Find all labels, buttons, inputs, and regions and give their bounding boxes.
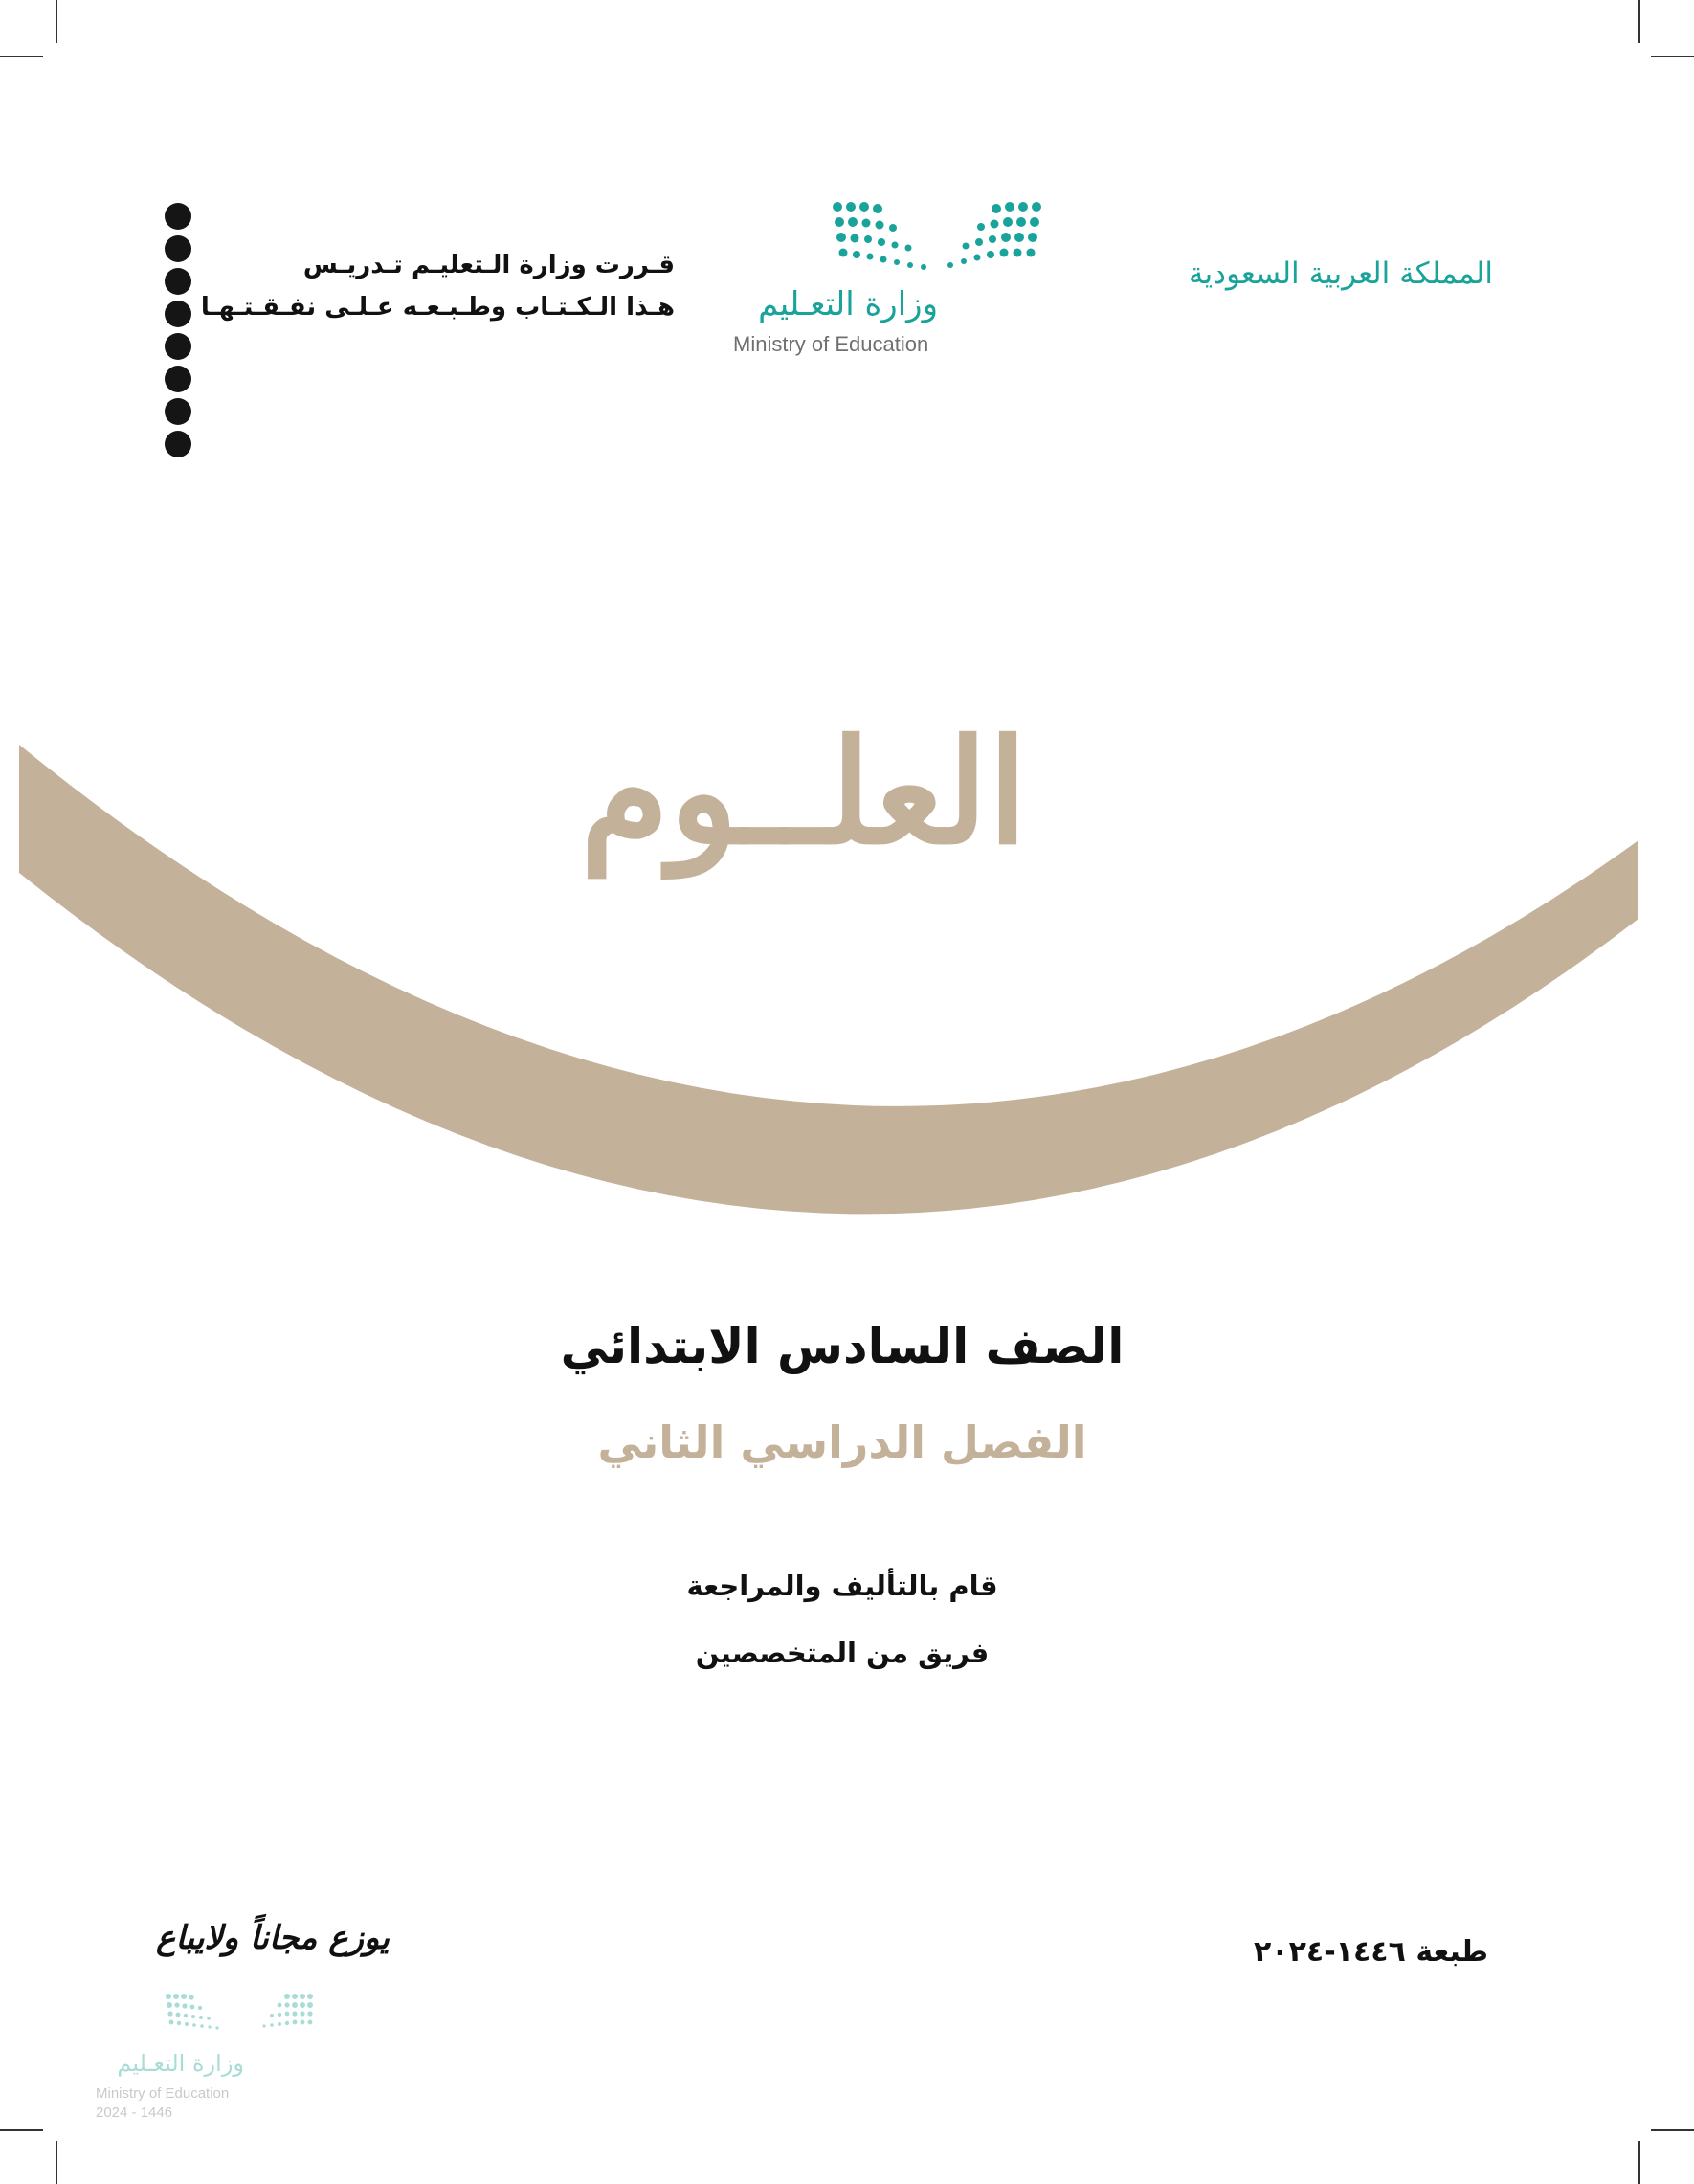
crop-mark-top-left-h: [0, 56, 43, 57]
decree-line-2: هـذا الـكـتـاب وطـبـعـه عـلـى نفـقـتـهـا: [200, 293, 675, 322]
ministry-name-english: Ministry of Education: [733, 332, 929, 356]
crop-mark-bottom-right-h: [1651, 2129, 1694, 2131]
ministry-name-english-small: Ministry of Education: [96, 2085, 230, 2102]
edition-text: طبعة ١٤٤٦-٢٠٢٤: [1253, 1935, 1488, 1969]
credit-line-1: قام بالتأليف والمراجعة: [686, 1570, 998, 1602]
crop-mark-top-right-h: [1651, 56, 1694, 57]
decree-line-1: قـررت وزارة الـتعليـم تـدريـس: [302, 251, 675, 279]
grade-title: الصف السادس الابتدائي: [560, 1319, 1125, 1374]
crop-mark-bottom-right-v: [1638, 2141, 1640, 2184]
subject-title: العلــوم: [580, 708, 1028, 877]
crop-mark-top-left-v: [56, 0, 57, 43]
crop-mark-bottom-left-h: [0, 2129, 43, 2131]
semester-title: الفصل الدراسي الثاني: [597, 1416, 1087, 1468]
crop-mark-top-right-v: [1638, 0, 1640, 43]
decree-dots-icon: [165, 203, 193, 463]
credit-line-2: فريق من المتخصصين: [695, 1637, 990, 1669]
ministry-name-arabic-small: وزارة التعـليم: [117, 2050, 244, 2077]
kingdom-name: المملكة العربية السعودية: [1188, 256, 1493, 291]
free-distribution-text: يوزع مجاناً ولايباع: [156, 1919, 390, 1957]
decree-text: [200, 244, 675, 328]
year-text: 2024 - 1446: [96, 2105, 173, 2121]
ministry-name-arabic: وزارة التعـليم: [758, 285, 938, 323]
ministry-logo-small-icon: [163, 1991, 316, 2035]
crop-mark-bottom-left-v: [56, 2141, 57, 2184]
